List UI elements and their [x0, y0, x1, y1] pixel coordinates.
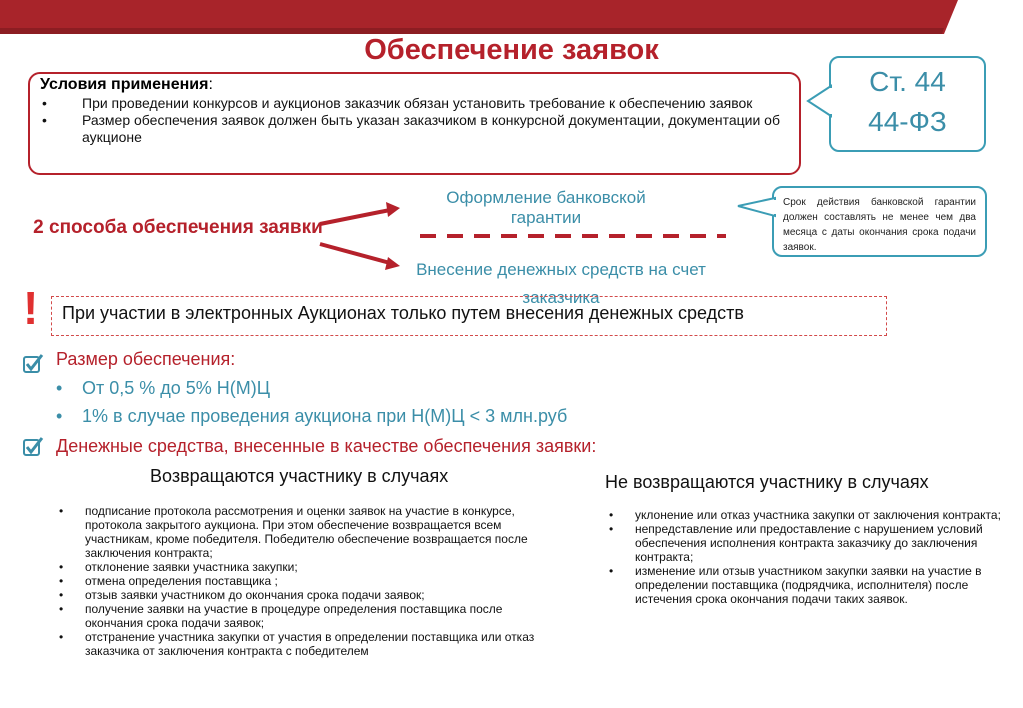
returned-title: Возвращаются участнику в случаях: [150, 466, 449, 486]
list-item: • От 0,5 % до 5% Н(М)Ц: [52, 374, 752, 402]
dashed-divider: [420, 232, 730, 240]
arrow-down: [320, 244, 390, 263]
top-banner: [0, 0, 1023, 34]
not-returned-title: Не возвращаются участнику в случаях: [605, 472, 929, 492]
conditions-box: [28, 72, 801, 175]
conditions-list: [40, 95, 787, 146]
article-callout: [829, 56, 986, 152]
list-item: • отзыв заявки участником до окончания срока подачи заявок;: [57, 588, 557, 602]
ways-title: 2 способа обеспечения заявки: [33, 217, 323, 238]
not-returned-list: [607, 508, 1002, 606]
checkbox-checked-icon: [22, 436, 44, 458]
list-item: • Размер обеспечения заявок должен быть указан заказчиком в конкурсной документации, документации об аукционе: [40, 112, 787, 146]
ways-arrows: [318, 200, 408, 270]
checkbox-checked-icon: [22, 353, 44, 375]
list-item: • уклонение или отказ участника закупки от заключения контракта;: [607, 508, 1002, 522]
law-number: 44-ФЗ: [868, 106, 947, 137]
size-title: Размер обеспечения:: [56, 349, 236, 369]
list-item: • отстранение участника закупки от участия в определении поставщика или отказ заказчика от заключения контракта с победителем: [57, 630, 557, 658]
list-item: • подписание протокола рассмотрения и оценки заявок на участие в конкурсе, протокола закрытого аукциона. При этом обеспечение возвращается всем участникам, кроме победителя. Победителю обеспечение возвращается после заключения контракта;: [57, 504, 557, 560]
list-item: • получение заявки на участие в процедуре определения поставщика после окончания срока подачи заявок;: [57, 602, 557, 630]
list-item: • отмена определения поставщика ;: [57, 574, 557, 588]
size-list: [52, 374, 752, 430]
arrow-up-head: [386, 202, 400, 217]
list-item: • изменение или отзыв участником закупки заявки на участие в определении поставщика (подрядчика, исполнителя) после истечения срока окончания подачи таких заявок.: [607, 564, 1002, 606]
guarantee-term-note: Срок действия банковской гарантии должен составлять не менее чем два месяца с даты окончания срока подачи заявок.: [772, 186, 987, 257]
list-item: • При проведении конкурсов и аукционов заказчик обязан установить требование к обеспечению заявок: [40, 95, 787, 112]
page-title: Обеспечение заявок: [364, 34, 659, 66]
list-item: • отклонение заявки участника закупки;: [57, 560, 557, 574]
callout-pointer: [806, 84, 832, 118]
exclamation-icon: !: [23, 282, 39, 334]
article-number: Ст. 44: [869, 66, 946, 97]
funds-title: Денежные средства, внесенные в качестве обеспечения заявки:: [56, 436, 597, 456]
conditions-heading: Условия применения:: [40, 76, 213, 93]
term-callout-pointer: [736, 196, 776, 220]
list-item: • 1% в случае проведения аукциона при Н(М)Ц < 3 млн.руб: [52, 402, 752, 430]
way-bank-guarantee: Оформление банковской гарантии: [446, 188, 646, 227]
way-cash-deposit: Внесение денежных средств на счет заказчика: [416, 260, 706, 307]
list-item: • непредставление или предоставление с нарушением условий обеспечения исполнения контракта заказчику до заключения контракта;: [607, 522, 1002, 564]
arrow-down-head: [385, 257, 400, 270]
electronic-auction-note: При участии в электронных Аукционах только путем внесения денежных средств: [51, 296, 887, 336]
returned-list: [57, 504, 557, 658]
arrow-up: [320, 210, 390, 224]
